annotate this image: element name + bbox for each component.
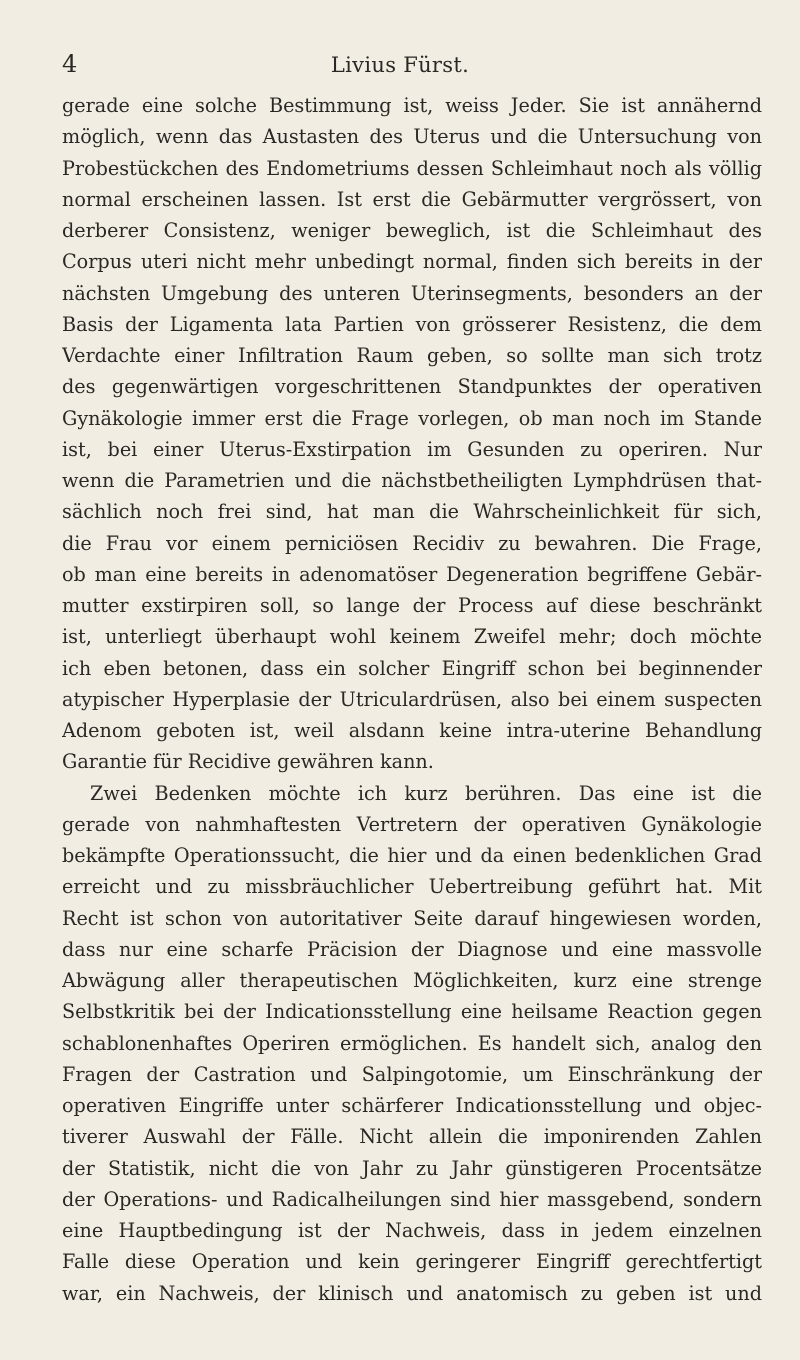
text-line: gerade eine solche Bestimmung ist, weiss Jeder. Sie ist annähernd — [62, 94, 762, 117]
text-line: derberer Consistenz, weniger beweglich, ist die Schleimhaut des — [62, 219, 762, 242]
text-line: ob man eine bereits in adenomatöser Degeneration begriffene Gebär- — [62, 562, 762, 586]
text-line: ist, unterliegt überhaupt wohl keinem Zweifel mehr; doch möchte — [62, 625, 762, 649]
running-head: Livius Fürst. — [330, 53, 470, 77]
text-line: Adenom geboten ist, weil alsdann keine intra-uterine Behandlung — [62, 719, 762, 742]
text-line: eine Hauptbedingung ist der Nachweis, dass in jedem einzelnen — [62, 1219, 762, 1242]
text-line: die Frau vor einem perniciösen Recidiv zu bewahren. Die Frage, — [62, 531, 762, 555]
text-line: Selbstkritik bei der Indicationsstellung eine heilsame Reaction gegen — [62, 1000, 762, 1024]
text-line: operativen Eingriffe unter schärferer Indicationsstellung und objec- — [62, 1094, 762, 1117]
text-line: Gynäkologie immer erst die Frage vorlegen, ob man noch im Stande — [62, 406, 762, 430]
text-line: ich eben betonen, dass ein solcher Eingriff schon bei beginnender — [62, 656, 762, 680]
text-line: Fragen der Castration und Salpingotomie, um Einschränkung der — [62, 1062, 762, 1086]
body-text — [62, 90, 762, 1309]
text-line: nächsten Umgebung des unteren Uterinsegments, besonders an der — [62, 281, 762, 305]
text-line: Corpus uteri nicht mehr unbedingt normal, finden sich bereits in der — [62, 250, 762, 274]
text-line: sächlich noch frei sind, hat man die Wahrscheinlichkeit für sich, — [62, 500, 762, 524]
text-line: erreicht und zu missbräuchlicher Uebertreibung geführt hat. Mit — [62, 875, 762, 899]
text-line: Recht ist schon von autoritativer Seite darauf hingewiesen worden, — [62, 906, 762, 930]
text-line: Probestückchen des Endometriums dessen Schleimhaut noch als völlig — [62, 156, 762, 180]
paragraph-start-line: Zwei Bedenken möchte ich kurz berühren. Das eine ist die — [90, 781, 762, 805]
text-line: Basis der Ligamenta lata Partien von grösserer Resistenz, die dem — [62, 312, 762, 336]
text-line: Falle diese Operation und kein geringerer Eingriff gerechtfertigt — [62, 1250, 762, 1274]
text-line: mutter exstirpiren soll, so lange der Process auf diese beschränkt — [62, 594, 762, 617]
text-line: möglich, wenn das Austasten des Uterus und die Untersuchung von — [62, 125, 762, 149]
text-line: der Operations- und Radicalheilungen sind hier massgebend, sondern — [62, 1187, 762, 1211]
paragraph-end-line: Garantie für Recidive gewähren kann. — [62, 750, 434, 774]
text-line: wenn die Parametrien und die nächstbetheiligten Lymphdrüsen that- — [62, 469, 762, 492]
text-line: schablonenhaftes Operiren ermöglichen. Es handelt sich, analog den — [62, 1031, 762, 1055]
text-line: ist, bei einer Uterus-Exstirpation im Gesunden zu operiren. Nur — [62, 437, 762, 461]
text-line: normal erscheinen lassen. Ist erst die Gebärmutter vergrössert, von — [62, 187, 762, 211]
text-line: Abwägung aller therapeutischen Möglichkeiten, kurz eine strenge — [62, 969, 762, 992]
text-line: der Statistik, nicht die von Jahr zu Jahr günstigeren Procentsätze — [62, 1156, 762, 1180]
text-line: tiverer Auswahl der Fälle. Nicht allein die imponirenden Zahlen — [62, 1125, 762, 1149]
text-line: des gegenwärtigen vorgeschrittenen Standpunktes der operativen — [62, 375, 762, 399]
text-line: Verdachte einer Infiltration Raum geben, so sollte man sich trotz — [62, 344, 762, 367]
text-line: dass nur eine scharfe Präcision der Diagnose und eine massvolle — [62, 937, 762, 961]
page-number: 4 — [62, 50, 78, 78]
text-line: gerade von nahmhaftesten Vertretern der operativen Gynäkologie — [62, 812, 762, 836]
text-line: atypischer Hyperplasie der Utriculardrüsen, also bei einem suspecten — [62, 687, 762, 711]
text-line: war, ein Nachweis, der klinisch und anatomisch zu geben ist und — [62, 1281, 762, 1305]
text-line: bekämpfte Operationssucht, die hier und da einen bedenklichen Grad — [62, 844, 762, 867]
